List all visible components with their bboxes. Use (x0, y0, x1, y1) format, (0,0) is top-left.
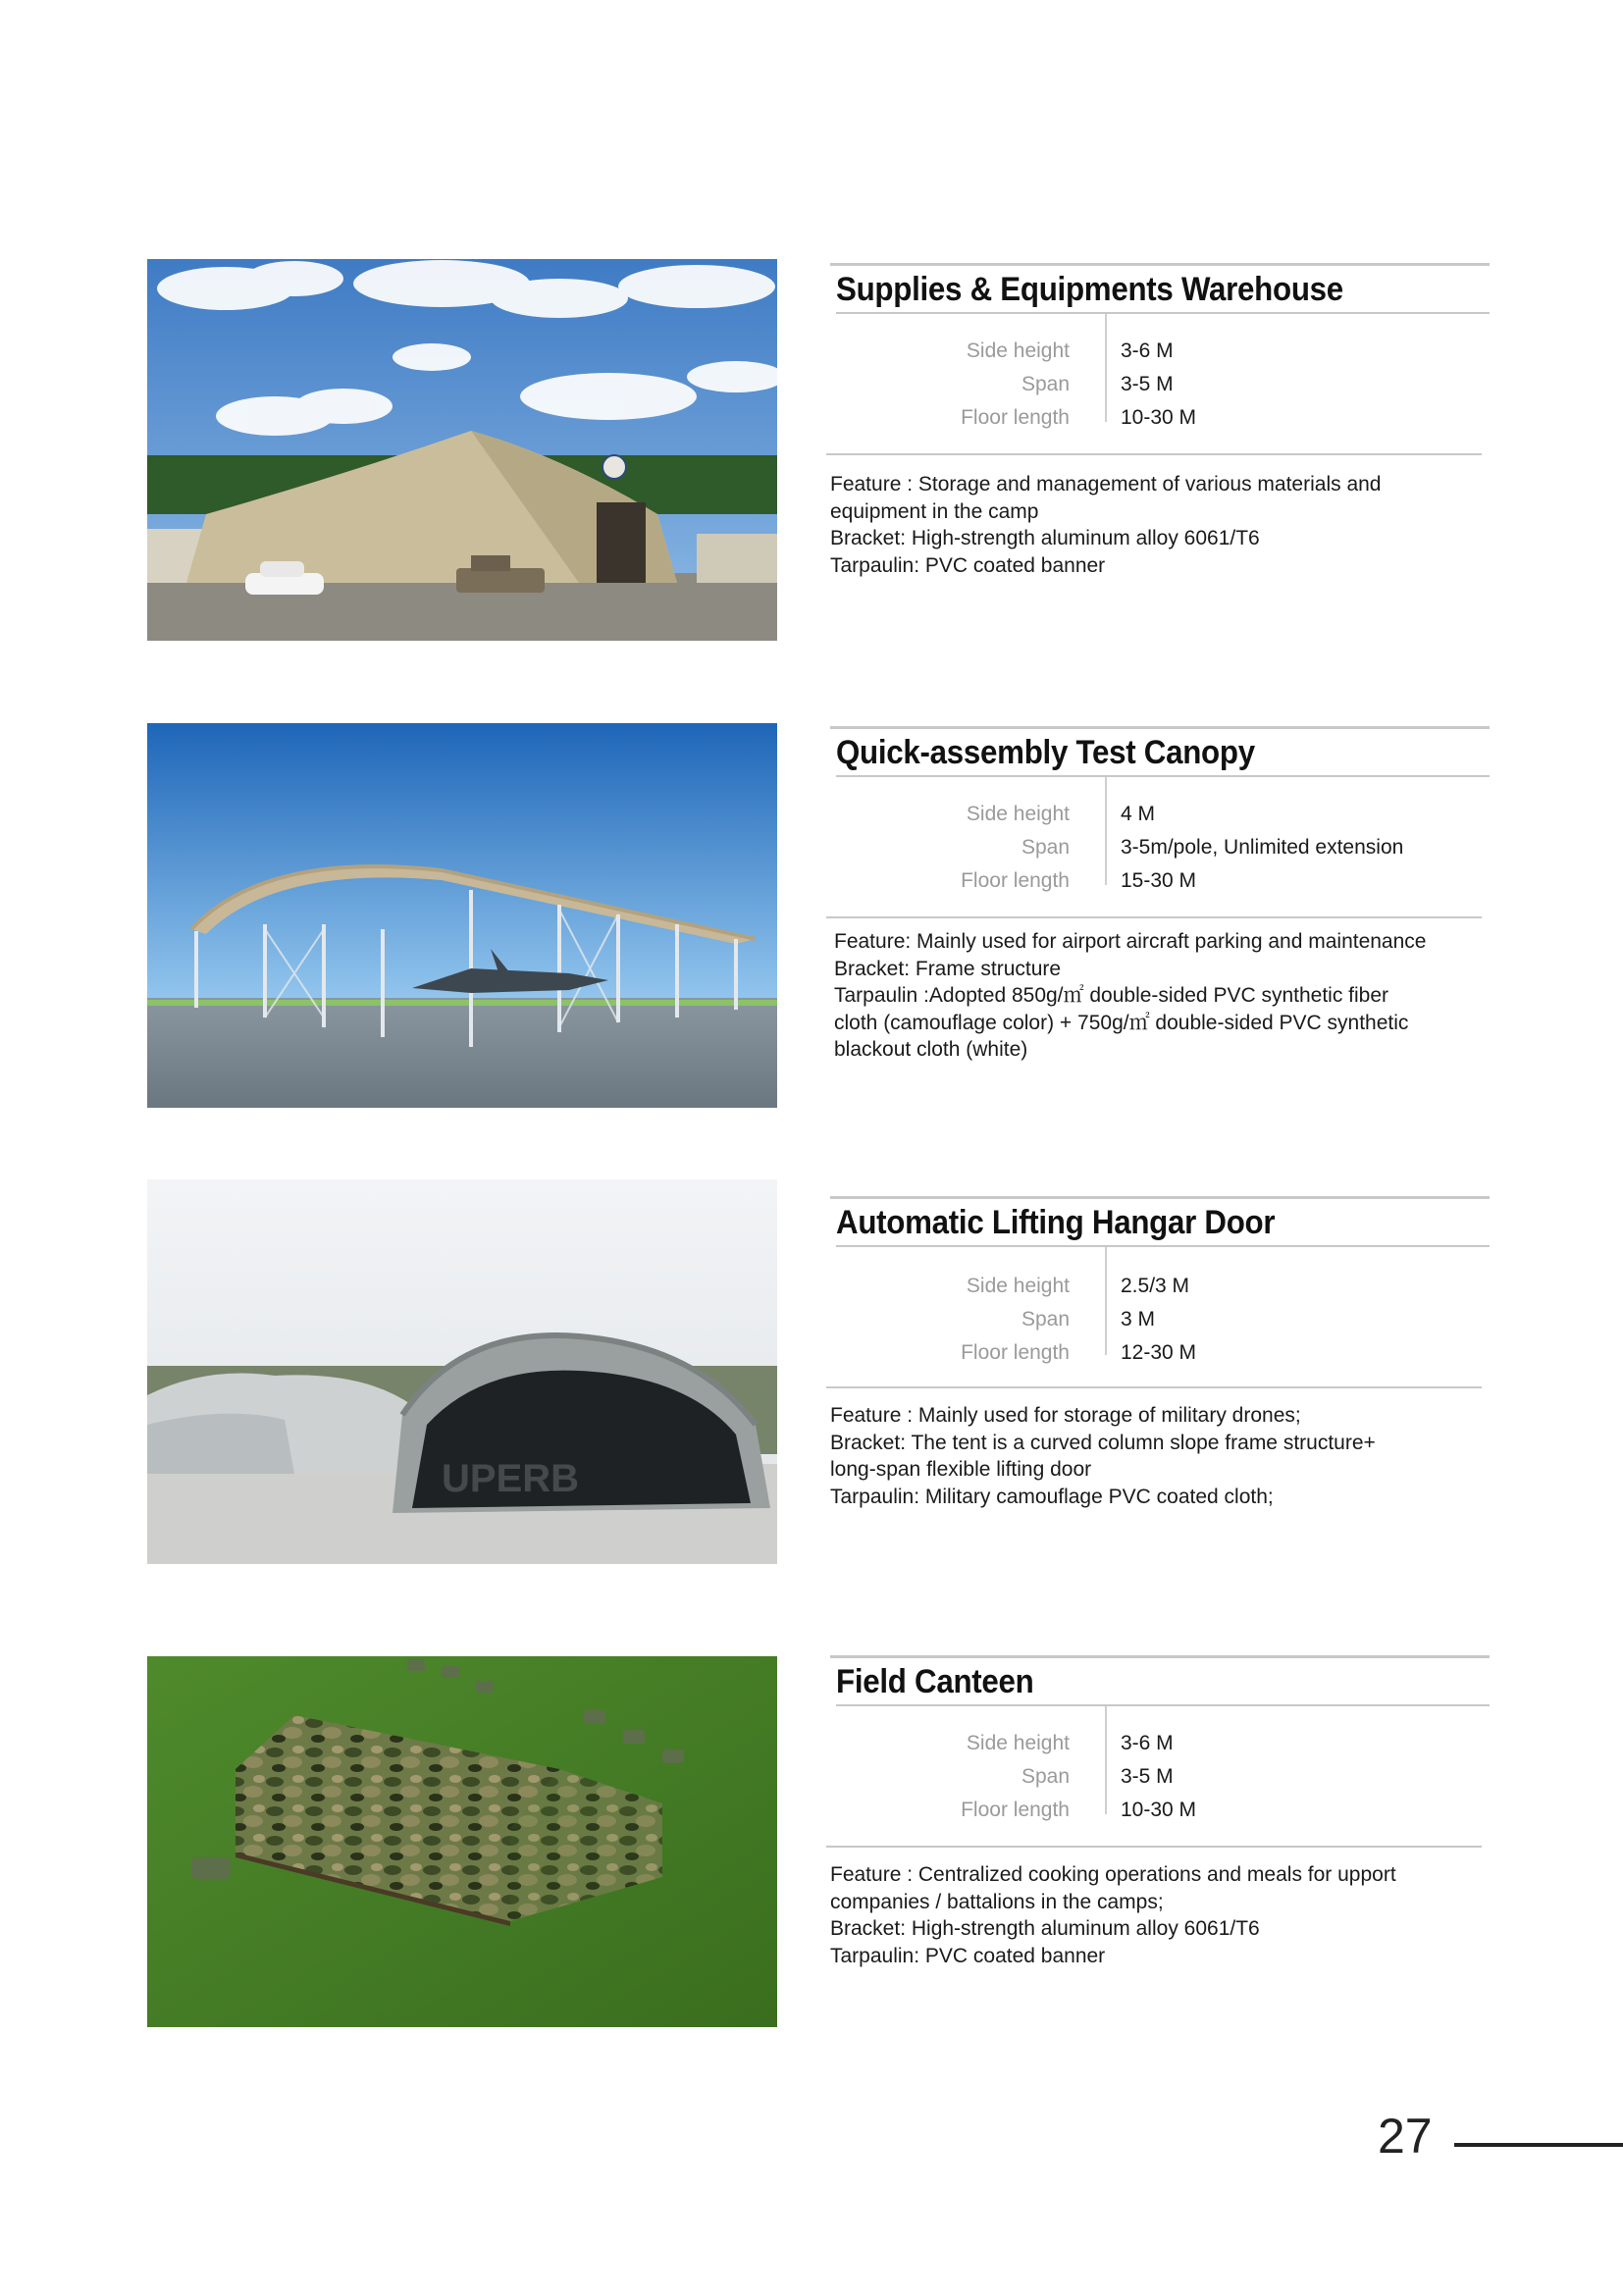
spec-row-floor-length: Floor length 15-30 M (961, 869, 1197, 892)
field-canteen-photo (147, 1656, 777, 2027)
spec-row-floor-length: Floor length 10-30 M (961, 406, 1197, 429)
section-title: Field Canteen (836, 1663, 1034, 1700)
section-description: Feature : Mainly used for storage of military drones; Bracket: The tent is a curved column slope frame structure+ long-span flexible lifting door Tarpaulin: Military camouflage PVC coated cloth; (830, 1404, 1376, 1508)
spec-row-side-height: Side height 4 M (966, 803, 1156, 825)
photo-watermark: UPERB (442, 1457, 580, 1500)
spec-row-span: Span 3-5 M (1021, 1765, 1174, 1788)
spec-row-side-height: Side height 2.5/3 M (966, 1275, 1190, 1297)
section-title: Quick-assembly Test Canopy (836, 734, 1255, 771)
warehouse-photo (147, 259, 777, 641)
spec-row-span: Span 3-5 M (1021, 373, 1174, 395)
spec-row-span: Span 3 M (1021, 1308, 1156, 1331)
spec-row-side-height: Side height 3-6 M (966, 339, 1174, 362)
section-description: Feature: Mainly used for airport aircraft parking and maintenance Bracket: Frame structure Tarpaulin :Adopted 850g/㎡ double-sided PVC synthetic fiber cloth (camouflage color) + 750g/㎡ double-sided PVC synthetic blackout cloth (white) (834, 930, 1427, 1061)
test-canopy-photo (147, 723, 777, 1108)
spec-row-span: Span 3-5m/pole, Unlimited extension (1021, 836, 1404, 859)
section-description: Feature : Centralized cooking operations and meals for upport companies / battalions in the camps; Bracket: High-strength aluminum alloy 6061/T6 Tarpaulin: PVC coated banner (830, 1863, 1396, 1967)
section-description: Feature : Storage and management of various materials and equipment in the camp Bracket: High-strength aluminum alloy 6061/T6 Tarpaulin: PVC coated banner (830, 473, 1382, 577)
spec-row-floor-length: Floor length 12-30 M (961, 1341, 1197, 1364)
section-title: Automatic Lifting Hangar Door (836, 1204, 1276, 1241)
spec-row-side-height: Side height 3-6 M (966, 1732, 1174, 1754)
spec-row-floor-length: Floor length 10-30 M (961, 1799, 1197, 1821)
section-title: Supplies & Equipments Warehouse (836, 271, 1343, 308)
page-number: 27 (1378, 2109, 1433, 2164)
page-number-rule (1454, 2143, 1623, 2147)
hangar-door-photo (147, 1179, 777, 1564)
